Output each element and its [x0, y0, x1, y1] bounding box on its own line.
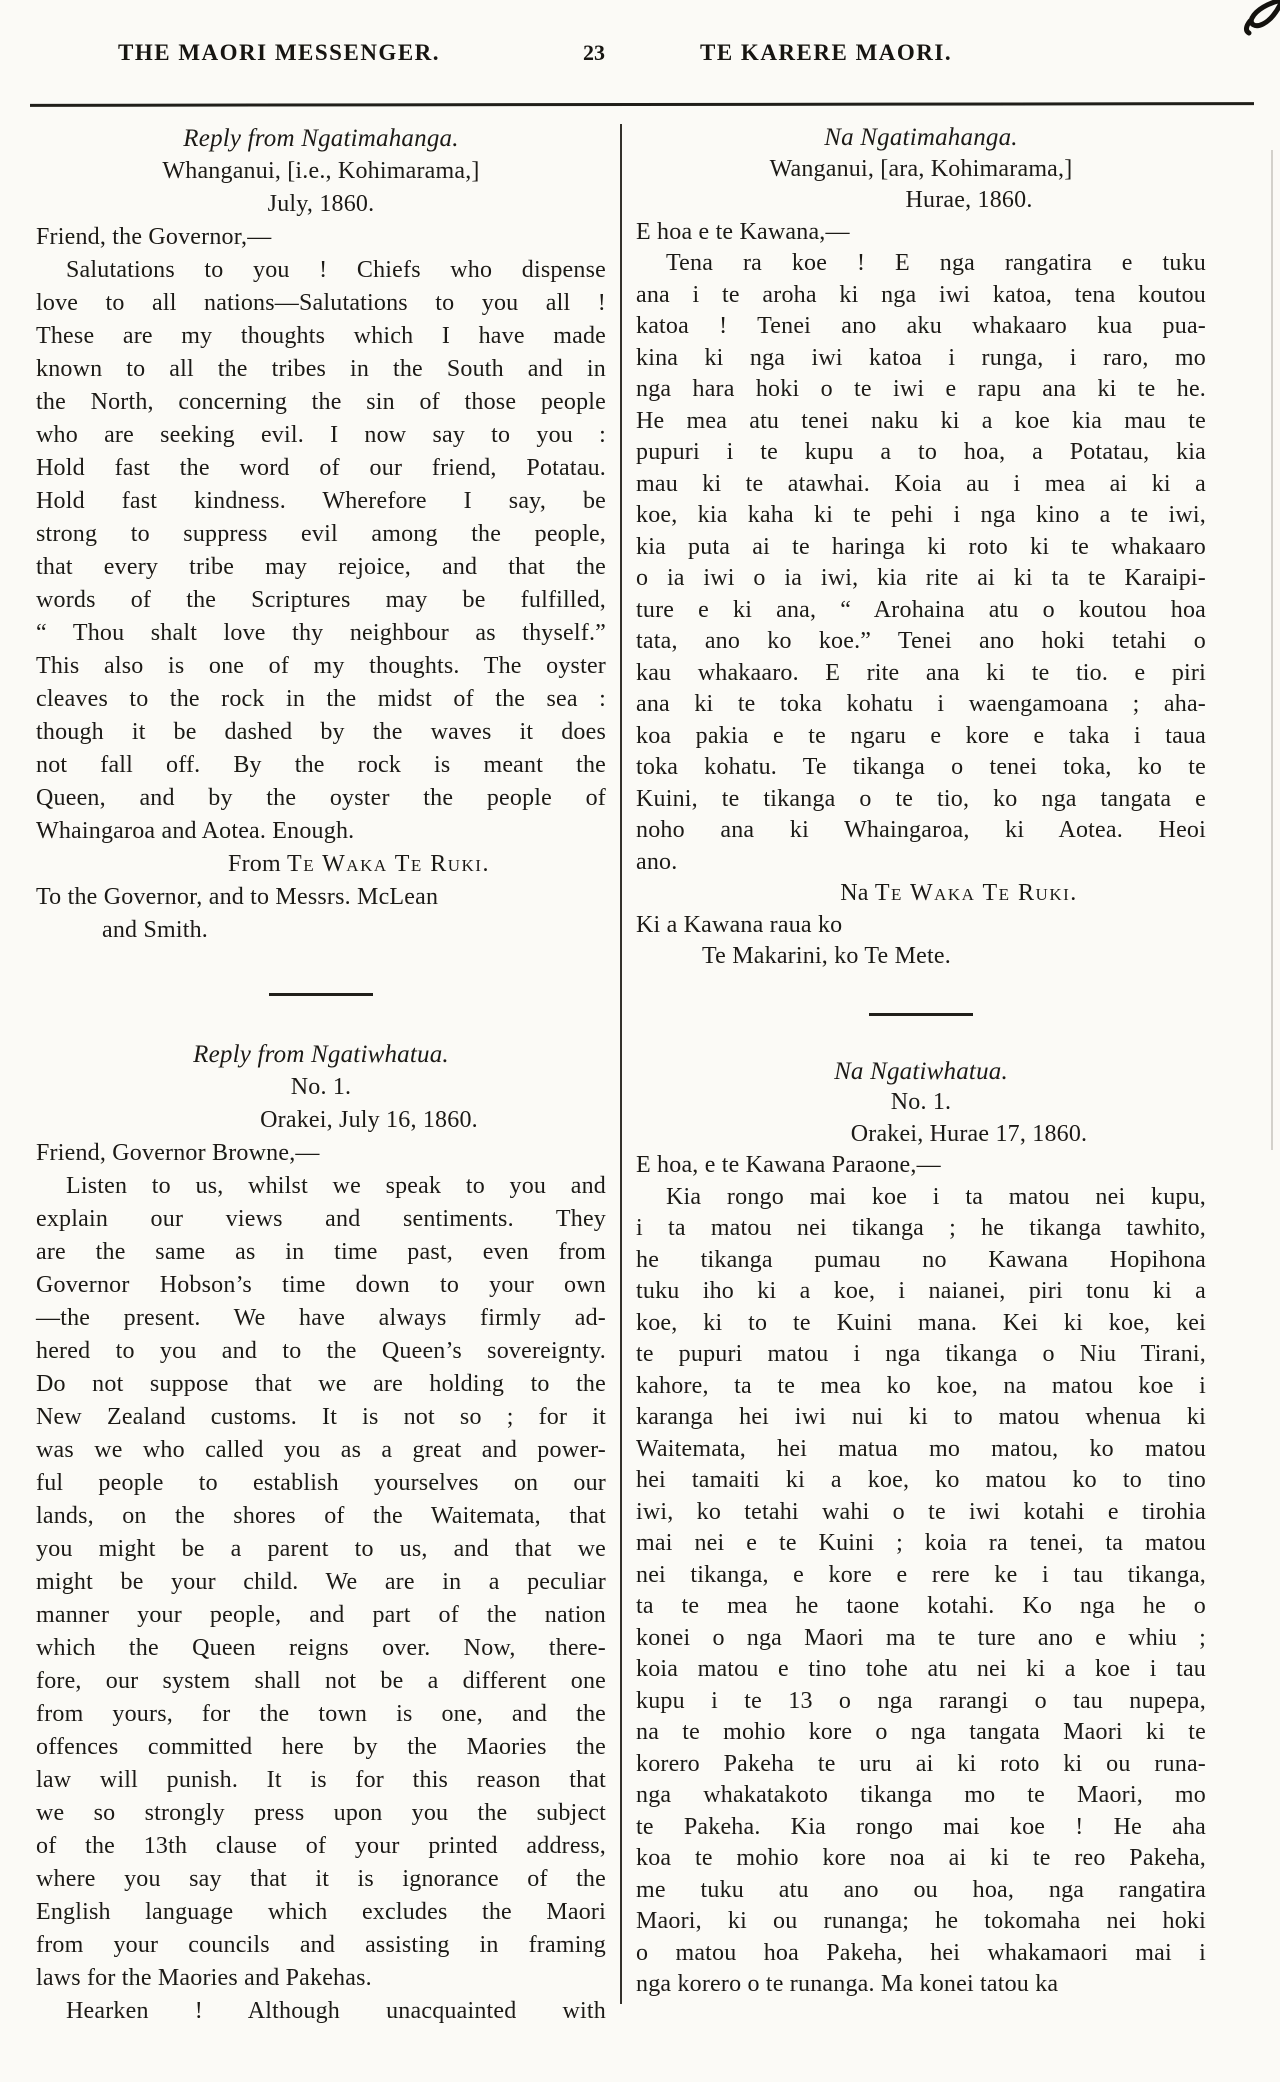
text-line: Tena ra koe ! E nga rangatira e tuku	[666, 250, 1206, 276]
text-line: from yours, for the town is one, and the	[36, 1701, 606, 1727]
text-line: hered to you and to the Queen’s sovereignty.	[36, 1338, 606, 1364]
text-line: fore, our system shall not be a different one	[36, 1668, 606, 1694]
text-line: manner your people, and part of the nation	[36, 1602, 606, 1628]
text-line: might be your child. We are in a peculiar	[36, 1569, 606, 1595]
handwritten-corner-mark	[1230, 0, 1280, 43]
text-line: Maori, ki ou runanga; he tokomaha nei hoki	[636, 1908, 1206, 1934]
text-line: words of the Scriptures may be fulfilled,	[36, 587, 606, 613]
text-line: This also is one of my thoughts. The oyster	[36, 653, 606, 679]
text-line: not fall off. By the rock is meant the	[36, 752, 606, 778]
text-line: Hearken ! Although unacquainted with	[66, 1998, 606, 2024]
scan-edge-artifact	[1271, 150, 1273, 1150]
text-line: Na Ngatiwhatua.	[834, 1057, 1008, 1085]
text-line: law will punish. It is for this reason that	[36, 1767, 606, 1793]
text-line: Ki a Kawana raua ko	[636, 911, 843, 938]
text-line: Orakei, July 16, 1860.	[260, 1107, 478, 1133]
text-line: o ia iwi o ia iwi, kia rite ai ki ta te Karaipi-	[636, 565, 1206, 591]
column-right	[636, 122, 1206, 2001]
text-line: me tuku atu ano ou hoa, nga rangatira	[636, 1876, 1206, 1903]
masthead-title-english: THE MAORI MESSENGER.	[118, 40, 441, 65]
text-line: Friend, Governor Browne,—	[36, 1140, 320, 1166]
section-divider-rule	[269, 993, 373, 996]
section-divider-rule	[869, 1013, 973, 1016]
text-line: tuku iho ki a koe, i naianei, piri tonu ki a	[636, 1278, 1206, 1304]
na-ngatimahanga-maori	[636, 122, 1206, 1016]
text-line: English language which excludes the Maori	[36, 1899, 606, 1925]
text-line: nga hara hoki o te iwi e rapu ana ki te he.	[636, 376, 1206, 402]
text-line: you might be a parent to us, and that we	[36, 1536, 606, 1562]
text-line: hei tamaiti ki a koe, ko matou ko to tino	[636, 1467, 1206, 1493]
text-line: Orakei, Hurae 17, 1860.	[850, 1120, 1088, 1147]
text-line: who are seeking evil. I now say to you :	[36, 422, 606, 448]
text-line: noho ana ki Whaingaroa, ki Aotea. Heoi	[636, 817, 1206, 843]
text-line: are the same as in time past, even from	[36, 1239, 606, 1265]
text-line: nga korero o te runanga. Ma konei tatou ka	[636, 1971, 1059, 1997]
na-ngatiwhatua-maori	[636, 1056, 1206, 2001]
text-line: koa pakia e te ngaru e kore e taka i taua	[636, 722, 1206, 749]
text-line: and Smith.	[102, 917, 209, 943]
text-line: koe, ki to te Kuini mana. Kei ki koe, kei	[636, 1309, 1206, 1336]
text-line: mai nei e te Kuini ; koia ra tenei, ta matou	[636, 1530, 1206, 1556]
text-line: nei tikanga, e kore e rere ke i tau tikanga,	[636, 1561, 1206, 1588]
text-line: To the Governor, and to Messrs. McLean	[36, 884, 439, 910]
text-line: na te mohio kore o nga tangata Maori ki te	[636, 1719, 1206, 1745]
text-line: koia matou e tino tohe atu nei ki a koe i tau	[636, 1656, 1206, 1682]
text-line: Waitemata, hei matua mo matou, ko matou	[636, 1435, 1206, 1462]
text-line: “ Thou shalt love thy neighbour as thyself.”	[36, 620, 606, 646]
reply-from-ngatimahanga-english	[36, 122, 606, 996]
text-line: o matou hoa Pakeha, hei whakamaori mai i	[636, 1939, 1206, 1966]
text-line: He mea atu tenei naku ki a koe kia mau te	[636, 407, 1206, 434]
text-line: Reply from Ngatimahanga.	[183, 125, 459, 152]
text-line: laws for the Maories and Pakehas.	[36, 1965, 372, 1991]
page-number: 23	[583, 40, 605, 65]
text-line: karanga hei iwi nui ki to matou whenua ki	[636, 1404, 1206, 1430]
text-line: nga whakatakoto tikanga mo te Maori, mo	[636, 1782, 1206, 1808]
text-line: Whaingaroa and Aotea. Enough.	[36, 818, 355, 844]
text-line: ano.	[636, 848, 678, 875]
text-line: strong to suppress evil among the people,	[36, 521, 606, 547]
text-line: E hoa, e te Kawana Paraone,—	[636, 1152, 941, 1178]
text-line: ta te mea he taone kotahi. Ko nga he o	[636, 1593, 1206, 1619]
text-line: July, 1860.	[267, 191, 375, 217]
text-line: cleaves to the rock in the midst of the sea :	[36, 686, 606, 712]
text-line: koa te mohio kore noa ai ki te reo Pakeha,	[636, 1845, 1206, 1871]
text-line: New Zealand customs. It is not so ; for it	[36, 1404, 606, 1430]
text-line: lands, on the shores of the Waitemata, that	[36, 1503, 606, 1529]
text-line: he tikanga pumau no Kawana Hopihona	[636, 1246, 1206, 1273]
signature-prefix: From	[228, 851, 288, 877]
text-line: korero Pakeha te uru ai ki roto ki ou runa-	[636, 1750, 1206, 1777]
text-line: Reply from Ngatiwhatua.	[193, 1041, 449, 1068]
text-line: mau ki te atawhai. Koia au i mea ai ki a	[636, 470, 1206, 497]
text-line: Salutations to you ! Chiefs who dispense	[66, 257, 606, 283]
text-line: offences committed here by the Maories the	[36, 1734, 606, 1760]
text-line: explain our views and sentiments. They	[36, 1206, 606, 1232]
text-line: Hurae, 1860.	[905, 187, 1033, 213]
reply-from-ngatiwhatua-english	[36, 1038, 606, 2028]
text-line: te Pakeha. Kia rongo mai koe ! He aha	[636, 1813, 1206, 1840]
signature-line	[636, 878, 1206, 910]
text-line: konei o nga Maori ma te ture ano e whiu ;	[636, 1624, 1206, 1651]
text-line: toka kohatu. Te tikanga o tenei toka, ko te	[636, 754, 1206, 780]
text-line: te pupuri matou i nga tikanga o Niu Tirani,	[636, 1341, 1206, 1367]
masthead	[0, 0, 1280, 106]
column-left	[36, 122, 606, 2028]
text-line: was we who called you as a great and power-	[36, 1437, 606, 1463]
text-line: i ta matou nei tikanga ; he tikanga tawhito,	[636, 1215, 1206, 1241]
text-line: Na Ngatimahanga.	[824, 124, 1018, 151]
text-line: These are my thoughts which I have made	[36, 323, 606, 349]
text-line: that every tribe may rejoice, and that the	[36, 554, 606, 580]
text-line: Hold fast the word of our friend, Potatau.	[36, 455, 606, 481]
text-line: Kia rongo mai koe i ta matou nei kupu,	[666, 1183, 1206, 1210]
text-line: love to all nations—Salutations to you all !	[36, 290, 606, 316]
text-line: E hoa e te Kawana,—	[636, 218, 850, 245]
text-line: ana ki te toka kohatu i waengamoana ; aha-	[636, 691, 1206, 717]
signature-name: Te Waka Te Ruki.	[287, 851, 490, 877]
text-line: Do not suppose that we are holding to the	[36, 1371, 606, 1397]
text-line: kina ki nga iwi katoa i runga, i raro, mo	[636, 344, 1206, 371]
text-line: known to all the tribes in the South and in	[36, 356, 606, 382]
text-line: of the 13th clause of your printed address,	[36, 1833, 606, 1859]
text-line: ture e ki ana, “ Arohaina atu o koutou hoa	[636, 596, 1206, 623]
text-line: ana i te aroha ki nga iwi katoa, tena koutou	[636, 281, 1206, 308]
text-line: pupuri i te kupu a to hoa, a Potatau, kia	[636, 439, 1206, 465]
text-line: from your councils and assisting in framing	[36, 1932, 606, 1958]
signature-prefix: Na	[840, 880, 875, 906]
text-line: Friend, the Governor,—	[36, 224, 272, 250]
text-line: Hold fast kindness. Wherefore I say, be	[36, 488, 606, 514]
text-line: Whanganui, [i.e., Kohimarama,]	[162, 158, 480, 184]
signature-name: Te Waka Te Ruki.	[874, 880, 1078, 906]
text-line: Queen, and by the oyster the people of	[36, 785, 606, 811]
text-line: which the Queen reigns over. Now, there-	[36, 1635, 606, 1661]
signature-line	[36, 848, 606, 881]
two-column-body	[0, 106, 1280, 2028]
text-line: koe, kia kaha ki te pehi i nga kino a te iwi,	[636, 502, 1206, 528]
text-line: —the present. We have always firmly ad-	[36, 1305, 606, 1331]
text-line: No. 1.	[290, 1074, 352, 1100]
text-line: No. 1.	[890, 1089, 952, 1115]
text-line: kau whakaaro. E rite ana ki te tio. e piri	[636, 659, 1206, 686]
text-line: tata, ano ko koe.” Tenei ano hoki tetahi o	[636, 628, 1206, 654]
text-line: iwi, ko tetahi wahi o te iwi kotahi e tirohia	[636, 1498, 1206, 1525]
text-line: Listen to us, whilst we speak to you and	[66, 1173, 606, 1199]
column-divider-rule	[620, 124, 622, 2004]
masthead-title-maori: TE KARERE MAORI.	[700, 40, 953, 65]
text-line: the North, concerning the sin of those people	[36, 389, 606, 415]
text-line: kupu i te 13 o nga rarangi o tau nupepa,	[636, 1687, 1206, 1714]
text-line: we so strongly press upon you the subject	[36, 1800, 606, 1826]
text-line: katoa ! Tenei ano aku whakaaro kua pua-	[636, 313, 1206, 339]
text-line: kahore, ta te mea ko koe, na matou koe i	[636, 1372, 1206, 1399]
text-line: Te Makarini, ko Te Mete.	[702, 943, 951, 969]
text-line: Kuini, te tikanga o te tio, ko nga tangata e	[636, 785, 1206, 812]
text-line: Governor Hobson’s time down to your own	[36, 1272, 606, 1298]
text-line: though it be dashed by the waves it does	[36, 719, 606, 745]
text-line: Wanganui, [ara, Kohimarama,]	[769, 155, 1073, 182]
text-line: ful people to establish yourselves on our	[36, 1470, 606, 1496]
text-line: kia puta ai te haringa ki roto ki te whakaaro	[636, 533, 1206, 560]
text-line: where you say that it is ignorance of the	[36, 1866, 606, 1892]
